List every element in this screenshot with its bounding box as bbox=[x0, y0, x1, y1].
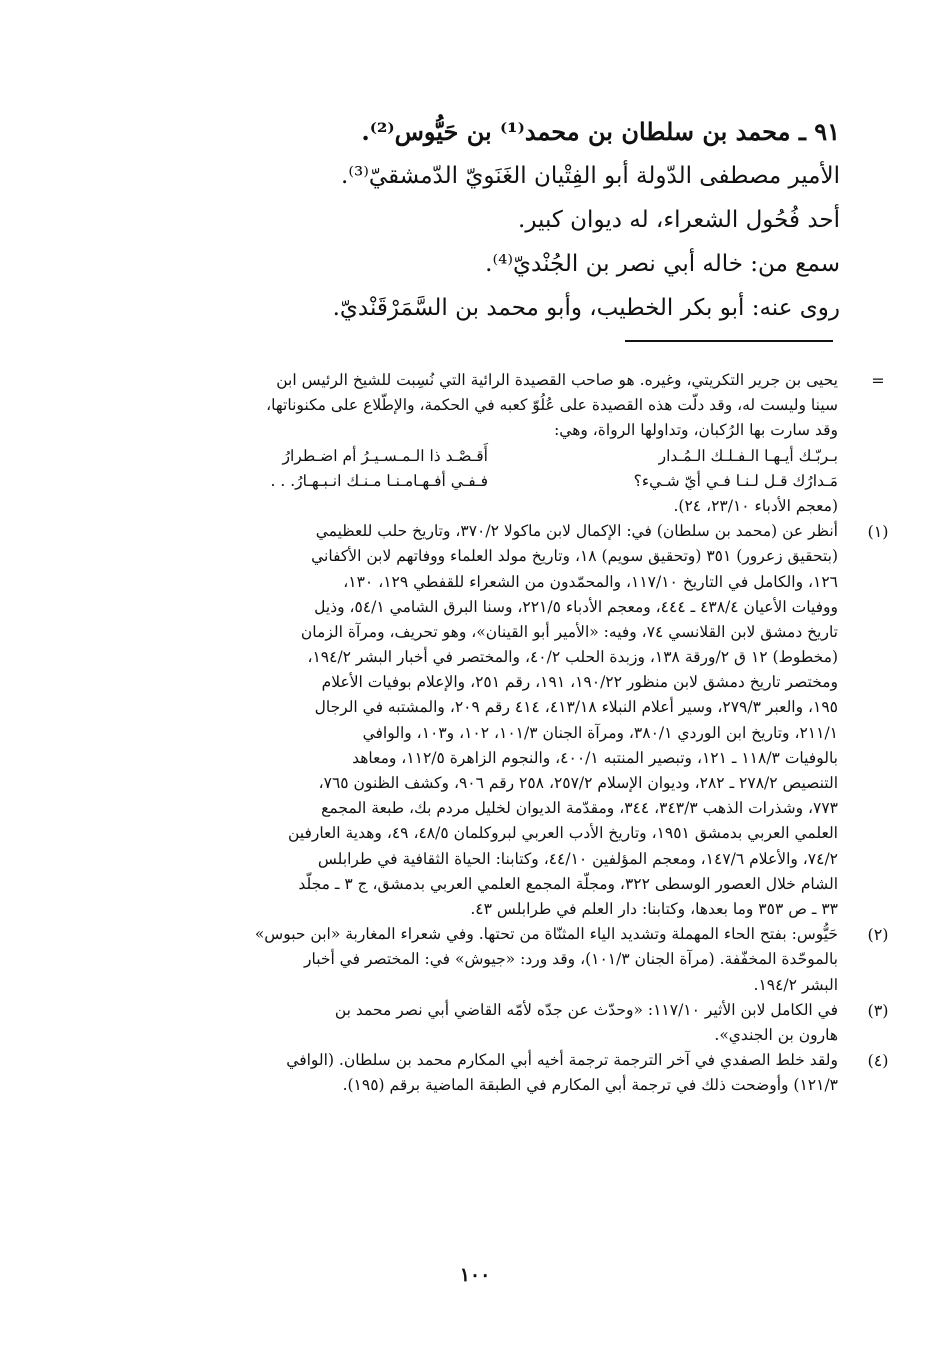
footnote-line: الشام خلال العصور الوسطى ٣٢٢، ومجلّة المجمع العلمي العربي بدمشق، ج ٣ ـ مجلّد bbox=[298, 874, 838, 893]
page-number: ١٠٠ bbox=[459, 1264, 491, 1286]
footnote-line: التنصيص ٢٧٨/٢ ـ ٢٨٢، وديوان الإسلام ٢٥٧/٢، ٢٥٨ رقم ٩٠٦، وكشف الظنون ٧٦٥، bbox=[318, 774, 838, 792]
entry-line: الأمير مصطفى الدّولة أبو الفِتْيان الغَنَويّ الدّمشقيّ⁽³⁾. bbox=[341, 163, 840, 189]
entry-title: ٩١ ـ محمد بن سلطان بن محمد⁽¹⁾ بن حَيُّوس⁽²⁾. bbox=[361, 117, 840, 146]
footnote-line: بالوفيات ١١٨/٣ ـ ١٢١، وتبصير المنتبه ٤٠٠/١، والنجوم الزاهرة ١١٢/٥، ومعاهد bbox=[352, 748, 838, 767]
continued-footnote bbox=[108, 368, 885, 519]
footnote-marker: (٤) bbox=[867, 1051, 889, 1071]
verse-second-hemistich: فـفـي أفـهـامـنـا مـنـك انـبـهـارُ. . . bbox=[270, 471, 488, 490]
footnote-line: ٢١١/١، وتاريخ ابن الوردي ٣٨٠/١، ومرآة الجنان ١٠١/٣، ١٠٢، و١٠٣، والوافي bbox=[362, 723, 838, 742]
footnote-marker: (٣) bbox=[867, 1000, 889, 1020]
footnote-line: ١٢٦، والكامل في التاريخ ١١٧/١٠، والمحمّدون من الشعراء للقفطي ١٢٩، ١٣٠، bbox=[343, 572, 838, 591]
footnote-line: سينا وليست له، وقد دلّت هذه القصيدة على عُلُوّ كعبه في الحكمة، والإطّلاع على مكنوناتها، bbox=[266, 396, 838, 415]
footnote-line: في الكامل لابن الأثير ١١٧/١٠: «وحدّث عن جدّه لأمّه القاضي أبي نصر محمد بن bbox=[334, 1000, 838, 1019]
footnote-line: بالموحّدة المخفّفة. (مرآة الجنان ١٠١/٣)، وقد ورد: «جيوش» في: المختصر في أخبار bbox=[303, 950, 838, 969]
footnote-divider bbox=[625, 340, 833, 342]
entry-line: روى عنه: أبو بكر الخطيب، وأبو محمد بن السَّمَرْقَنْديّ. bbox=[332, 295, 840, 321]
footnote-line: ٧٤/٢، والأعلام ١٤٧/٦، ومعجم المؤلفين ٤٤/١٠، وكتابنا: الحياة الثقافية في طرابلس bbox=[317, 849, 838, 868]
footnote-line: حَيُّوس: بفتح الحاء المهملة وتشديد الياء المثنّاة من تحتها. وفي شعراء المغاربة «ابن حبوس» bbox=[254, 925, 838, 944]
verse-line bbox=[108, 469, 838, 494]
footnote-3 bbox=[108, 998, 889, 1048]
verse-second-hemistich: أَقـصْـد ذا الـمـسـيـرُ أم اضـطرارُ bbox=[282, 446, 488, 465]
footnote-line: تاريخ دمشق لابن القلانسي ٧٤، وفيه: «الأمير أبو القينان»، وهو تحريف، ومرآة الزمان bbox=[300, 622, 838, 641]
verse-first-hemistich: مَـدارُك قـل لـنـا فـي أيّ شـيء؟ bbox=[633, 471, 838, 490]
footnote-line: ٧٧٣، وشذرات الذهب ٣٤٣/٣، ٣٤٤، ومقدّمة الديوان لخليل مردم بك، طبعة المجمع bbox=[321, 799, 838, 818]
footnote-line: ووفيات الأعيان ٤٣٨/٤ ـ ٤٤٤، ومعجم الأدباء ٢٢١/٥، وسنا البرق الشامي ٥٤/١، وذيل bbox=[314, 597, 838, 616]
verse-line bbox=[108, 444, 838, 469]
footnote-line: أنظر عن (محمد بن سلطان) في: الإكمال لابن ماكولا ٣٧٠/٢، وتاريخ حلب للعظيمي bbox=[315, 522, 838, 541]
footnote-source: (معجم الأدباء ٢٣/١٠، ٢٤). bbox=[673, 496, 838, 515]
footnote-line: ١٩٥، والعبر ٢٧٩/٣، وسير أعلام النبلاء ٤١٣/١٨، ٤١٤ رقم ٢٠٩، والمشتبه في الرجال bbox=[314, 698, 838, 717]
footnotes bbox=[108, 368, 889, 1098]
footnote-line: وقد سارت بها الرُكبان، وتداولها الرواة، وهي: bbox=[554, 421, 838, 440]
footnote-marker: = bbox=[871, 371, 885, 390]
footnote-marker: (١) bbox=[867, 522, 889, 542]
footnote-line: ولقد خلط الصفدي في آخر الترجمة ترجمة أخيه أبي المكارم محمد بن سلطان. (الوافي bbox=[286, 1051, 838, 1070]
entry-line: أحد فُحُول الشعراء، له ديوان كبير. bbox=[518, 207, 840, 233]
footnote-line: ٣٣ ـ ص ٣٥٣ وما بعدها، وكتابنا: دار العلم في طرابلس ٤٣. bbox=[470, 899, 838, 918]
footnote-2 bbox=[108, 922, 889, 998]
footnote-line: البشر ١٩٤/٢. bbox=[753, 975, 838, 994]
footnote-line: (مخطوط) ١٢ ق ٢/ورقة ١٣٨، وزبدة الحلب ٤٠/٢، والمختصر في أخبار البشر ١٩٤/٢، bbox=[307, 648, 838, 667]
biography-entry bbox=[230, 110, 840, 330]
footnote-line: (بتحقيق زعرور) ٣٥١ (وتحقيق سويم) ١٨، وتاريخ مولد العلماء ووفاتهم لابن الأكفاني bbox=[311, 547, 838, 566]
footnote-line: هارون بن الجندي». bbox=[714, 1025, 838, 1044]
footnote-marker: (٢) bbox=[867, 925, 889, 945]
entry-line: سمع من: خاله أبي نصر بن الجُنْديّ⁽⁴⁾. bbox=[485, 251, 840, 277]
footnote-line: يحيى بن جرير التكريتي، وغيره. هو صاحب القصيدة الرائية التي نُسِبت للشيخ الرئيس ابن bbox=[276, 371, 838, 389]
footnote-4 bbox=[108, 1048, 889, 1098]
footnote-line: العلمي العربي بدمشق ١٩٥١، وتاريخ الأدب العربي لبروكلمان ٤٨/٥، ٤٩، وهدية العارفين bbox=[287, 824, 838, 843]
footnote-line: ومختصر تاريخ دمشق لابن منظور ١٩٠/٢٢، ١٩١، رقم ٢٥١، والإعلام بوفيات الأعلام bbox=[321, 673, 838, 692]
footnote-line: ١٢١/٣) وأوضحت ذلك في ترجمة أبي المكارم في الطبقة الماضية برقم (١٩٥). bbox=[342, 1076, 838, 1095]
verse-first-hemistich: بـربّـك أيـهـا الـفـلـك الـمُـدار bbox=[658, 446, 838, 465]
footnote-1 bbox=[108, 519, 889, 922]
